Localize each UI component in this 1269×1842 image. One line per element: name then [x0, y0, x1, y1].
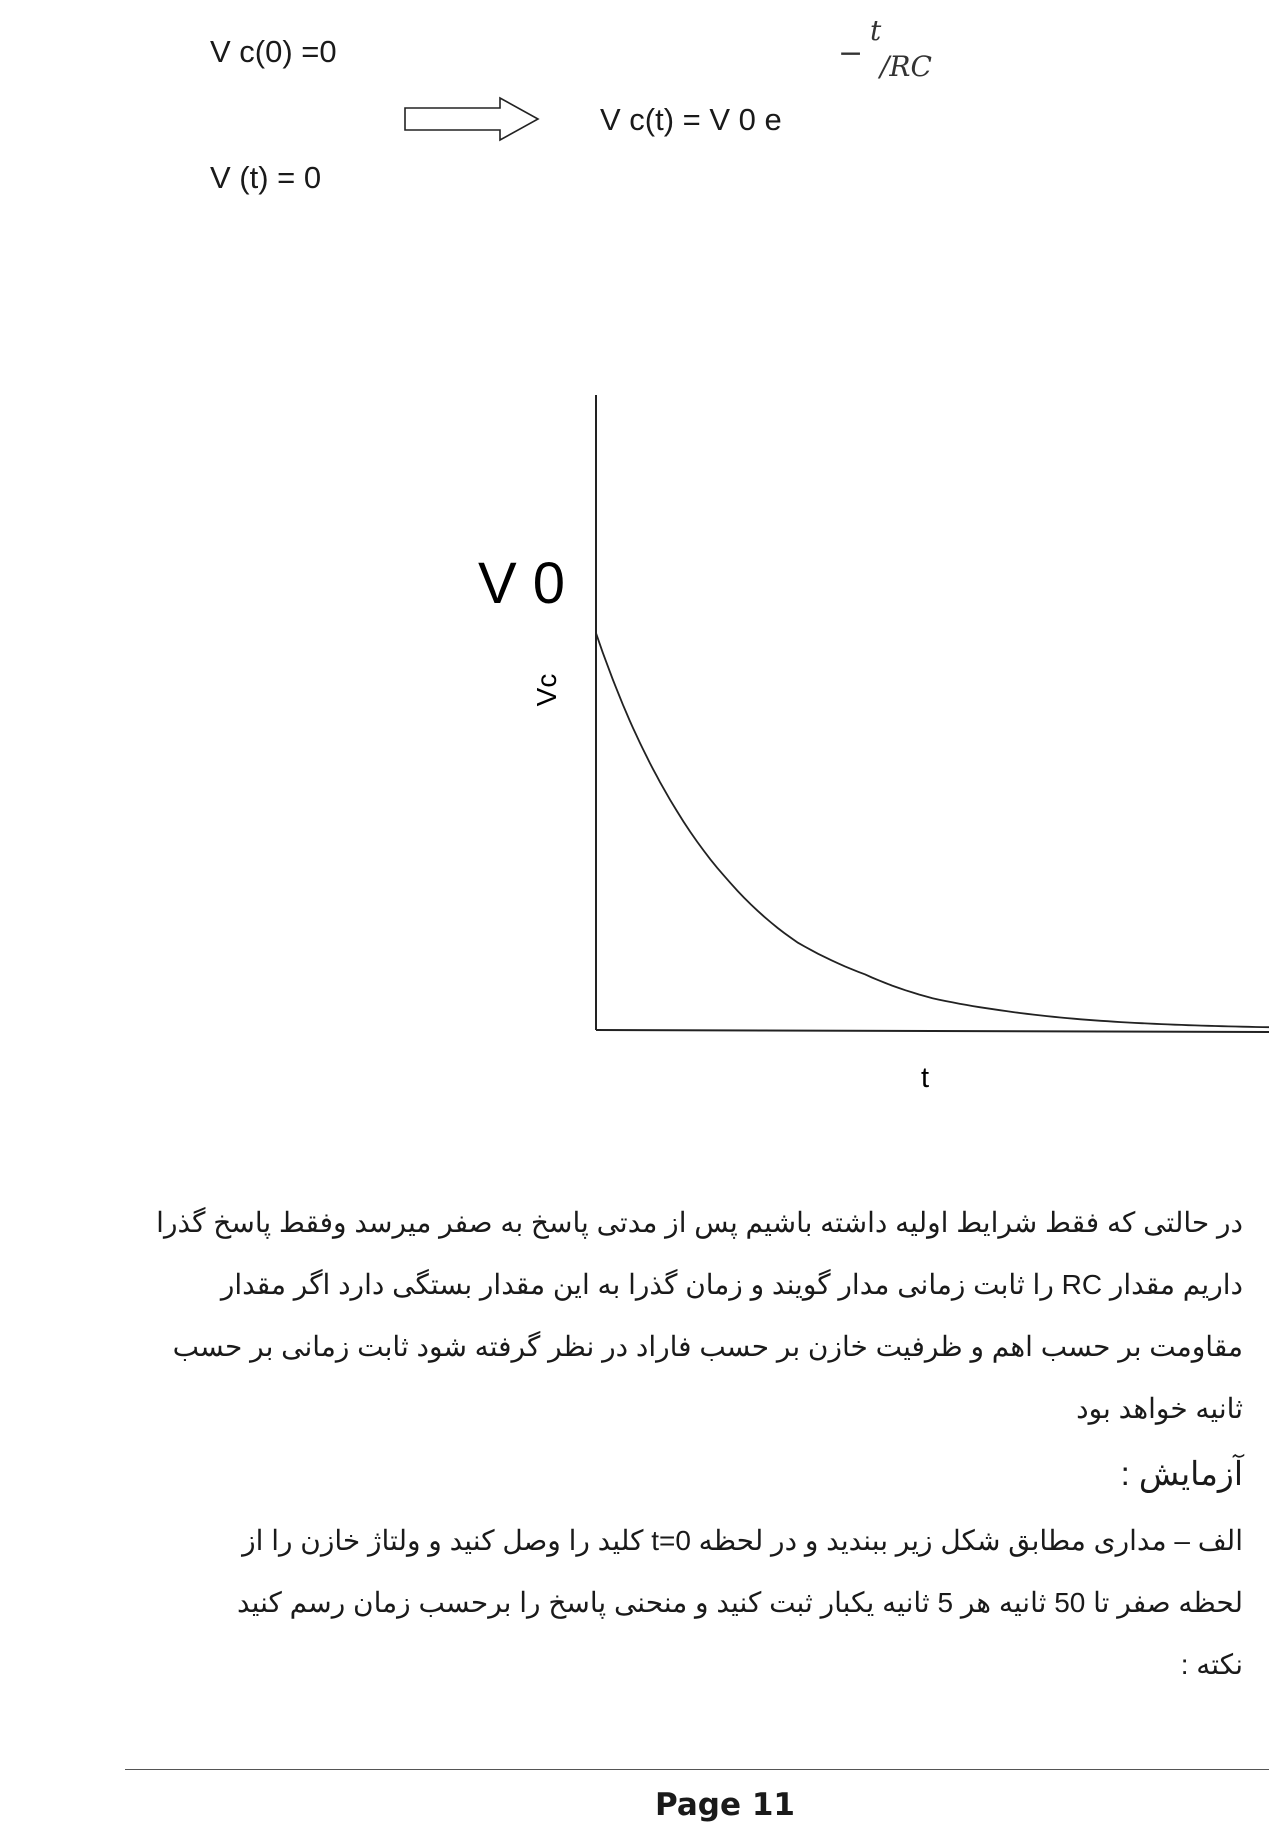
instruction-line: الف – مداری مطابق شکل زیر ببندید و در لحظه t=0 کلید را وصل کنید و ولتاژ خازن را از — [242, 1525, 1243, 1556]
exponent-denominator: /RC — [880, 50, 932, 83]
instruction-line: لحظه صفر تا 50 ثانیه هر 5 ثانیه یکبار ثبت کنید و منحنی پاسخ را برحسب زمان رسم کنید — [236, 1587, 1243, 1618]
paragraph-line: ثانیه خواهد بود — [1076, 1393, 1243, 1424]
paragraph-line: در حالتی که فقط شرایط اولیه داشته باشیم پس از مدتی پاسخ به صفر میرسد وفقط پاسخ گذرا — [156, 1207, 1243, 1238]
v0-marker-label: V 0 — [478, 551, 566, 616]
exponent-numerator: t — [870, 14, 882, 47]
paragraph-line: مقاومت بر حسب اهم و ظرفیت خازن بر حسب فاراد در نظر گرفته شود ثابت زمانی بر حسب — [172, 1331, 1243, 1362]
source-voltage-equation: V (t) = 0 — [210, 160, 322, 195]
paragraph-line: داریم مقدار RC را ثابت زمانی مدار گویند و زمان گذرا به این مقدار بستگی دارد اگر مقدار — [220, 1269, 1243, 1300]
y-axis-label: Vc — [531, 673, 562, 707]
footer-divider — [125, 1769, 1269, 1770]
decay-curve-series — [596, 633, 1269, 1027]
initial-voltage-equation: V c(0) =0 — [210, 34, 337, 69]
x-axis — [596, 1030, 1269, 1032]
description-paragraph — [103, 1192, 1243, 1440]
x-axis-label: t — [920, 1062, 930, 1094]
instructions-paragraph — [103, 1510, 1243, 1696]
note-label: نکته : — [1180, 1649, 1243, 1680]
page-number: Page 11 — [655, 1787, 795, 1823]
experiment-heading: آزمایش : — [1120, 1455, 1243, 1492]
exponent-minus: − — [838, 36, 864, 71]
capacitor-voltage-equation: V c(t) = V 0 e — [600, 102, 782, 137]
